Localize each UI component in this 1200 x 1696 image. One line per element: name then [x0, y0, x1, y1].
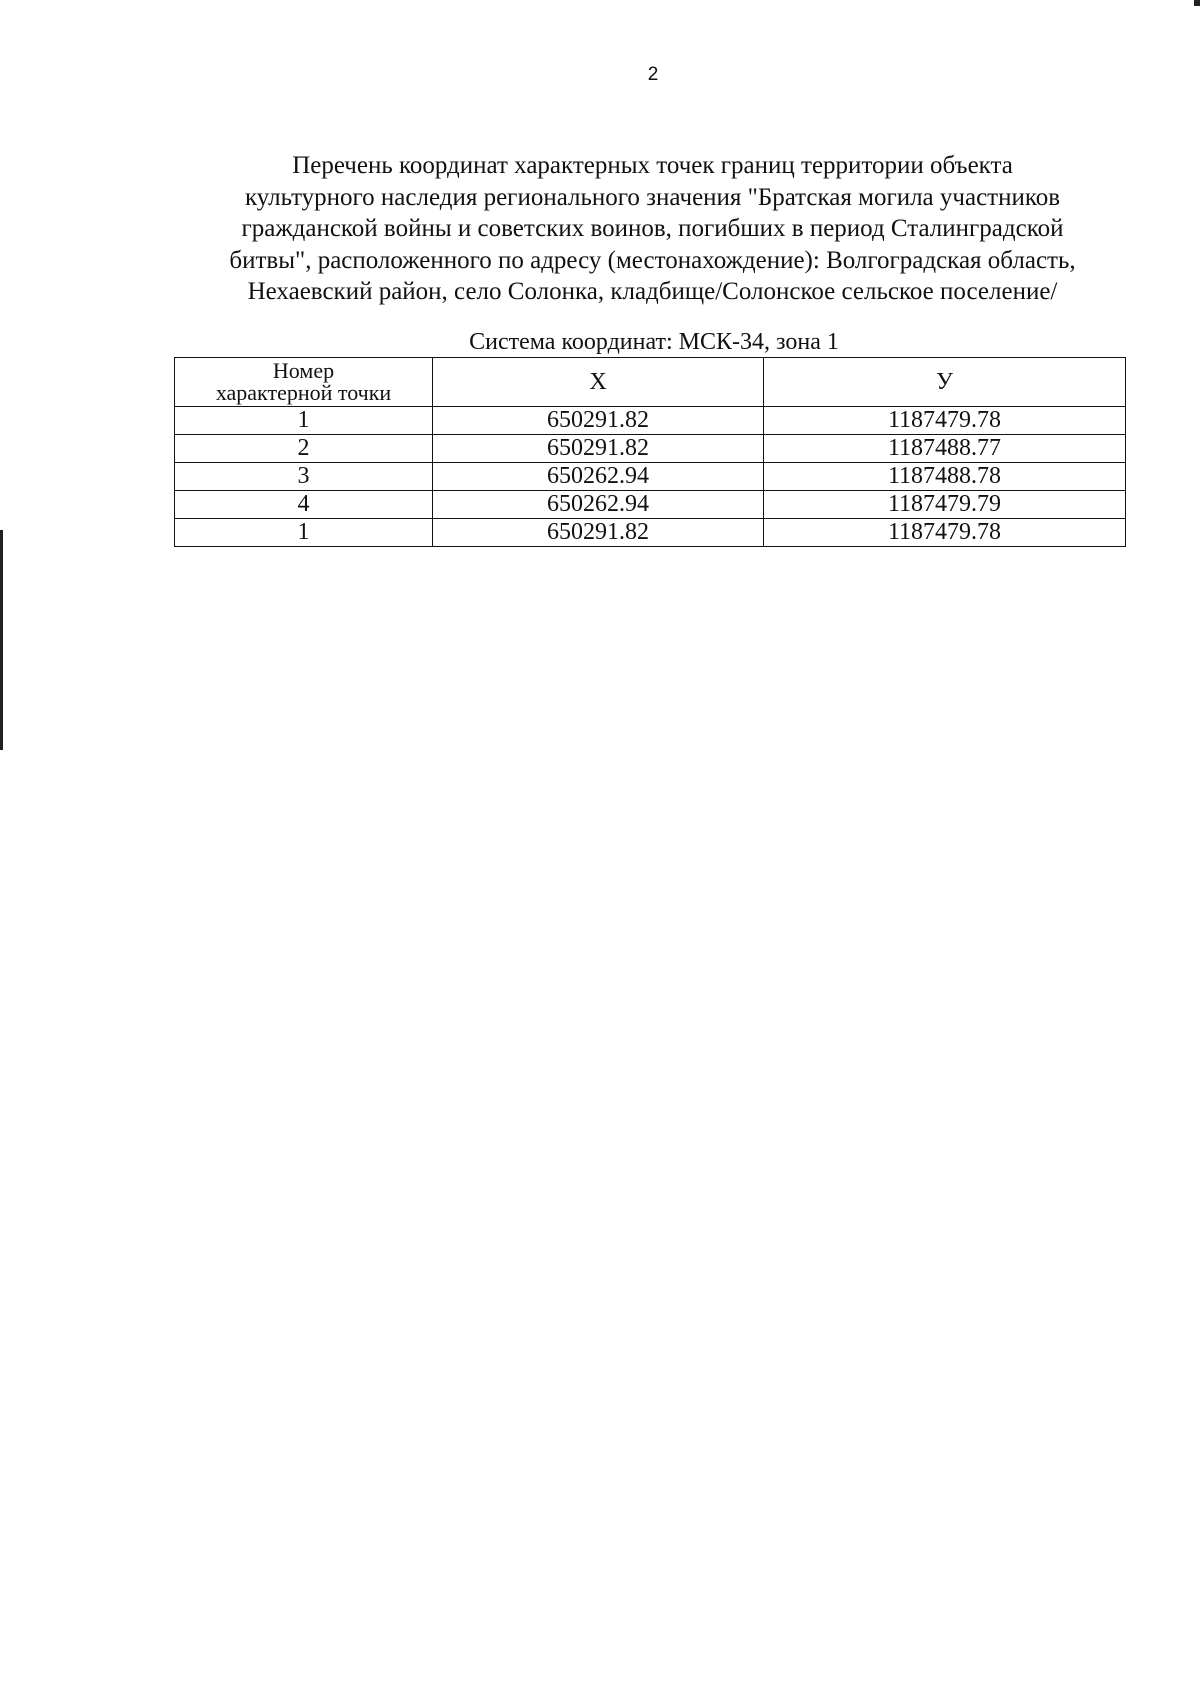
title-line: Нехаевский район, село Солонка, кладбище/Солонское сельское поселение/ [247, 278, 1058, 305]
scan-edge-mark [0, 530, 3, 750]
title-line: культурного наследия регионального значения "Братская могила участников [244, 183, 1061, 211]
cell-point: 4 [175, 491, 433, 519]
cell-x: 650291.82 [433, 407, 764, 435]
coordinate-system-label: Система координат: МСК-34, зона 1 [469, 329, 839, 355]
table-row [175, 463, 1126, 491]
title-line: Перечень координат характерных точек границ территории объекта [292, 152, 1013, 179]
cell-y: 1187488.77 [764, 435, 1126, 463]
table-row [175, 407, 1126, 435]
table-row [175, 519, 1126, 547]
header-point-line1: Номер [272, 358, 335, 383]
cell-y: 1187488.78 [764, 463, 1126, 491]
cell-x: 650262.94 [433, 491, 764, 519]
cell-x: 650291.82 [433, 435, 764, 463]
cell-point: 2 [175, 435, 433, 463]
page-number: 2 [647, 64, 659, 85]
header-y: У [764, 358, 1126, 407]
cell-x: 650291.82 [433, 519, 764, 547]
cell-y: 1187479.78 [764, 407, 1126, 435]
title-line: битвы", расположенного по адресу (местонахождение): Волгоградская область, [229, 246, 1076, 274]
cell-point: 3 [175, 463, 433, 491]
cell-point: 1 [175, 519, 433, 547]
cell-y: 1187479.79 [764, 491, 1126, 519]
header-x: X [433, 358, 764, 407]
cell-y: 1187479.78 [764, 519, 1126, 547]
cell-x: 650262.94 [433, 463, 764, 491]
document-title [160, 150, 1145, 308]
table-header-row [175, 358, 1126, 407]
table-row [175, 435, 1126, 463]
coordinates-table [174, 357, 1126, 547]
cell-point: 1 [175, 407, 433, 435]
table-row [175, 491, 1126, 519]
scan-corner-mark [1194, 0, 1200, 6]
header-point-line2: характерной точки [215, 380, 392, 405]
header-point-number [175, 358, 433, 407]
title-line: гражданской войны и советских воинов, погибших в период Сталинградской [241, 215, 1064, 242]
